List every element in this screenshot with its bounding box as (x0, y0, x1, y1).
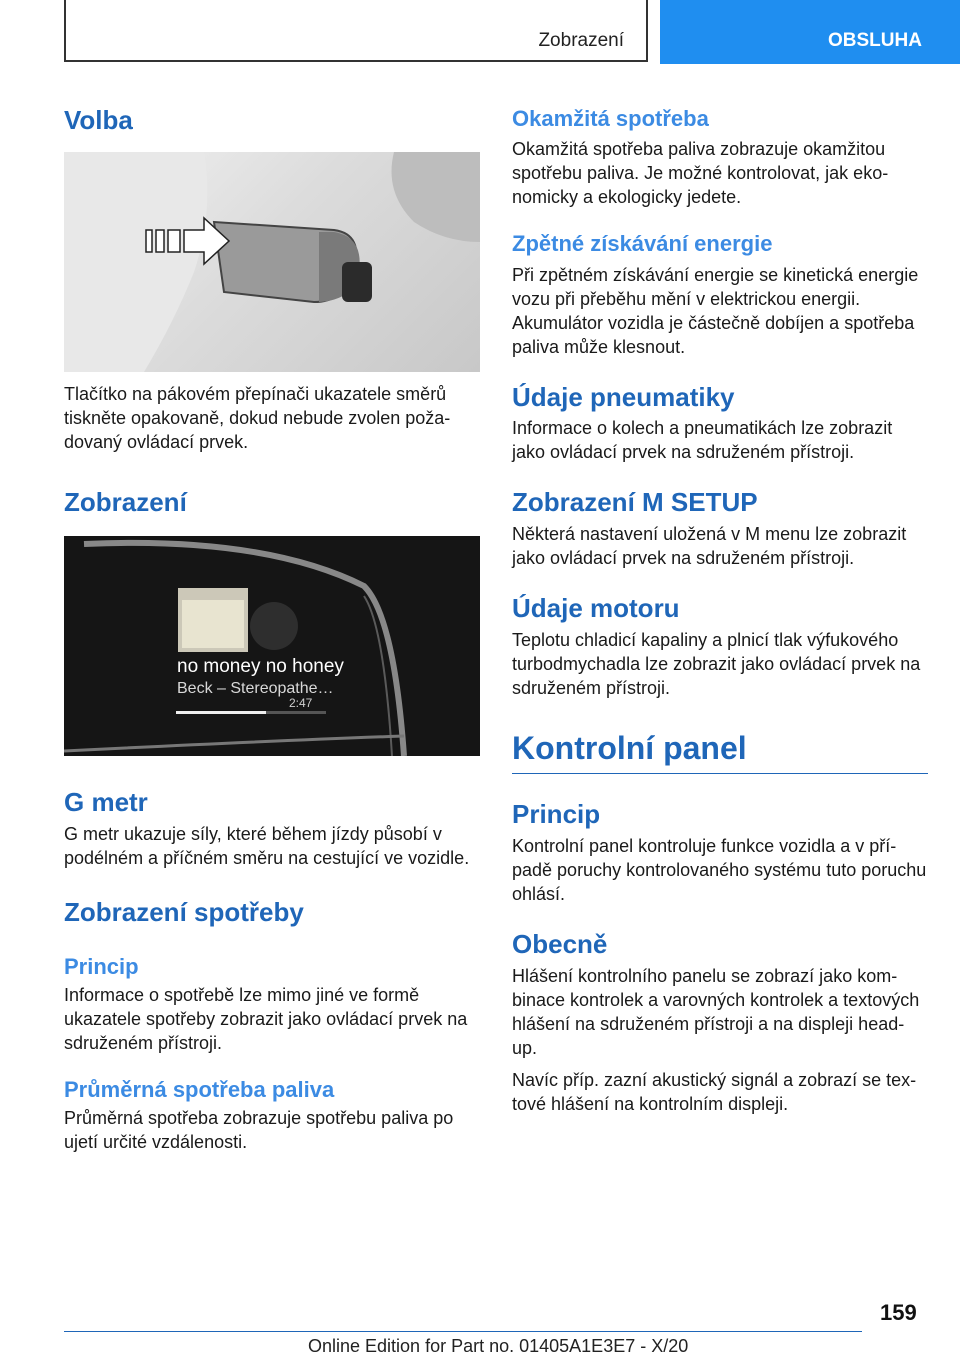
cluster-display (64, 536, 480, 756)
pneumatiky-text: Informace o kolech a pneumatikách lze zobrazit jako ovládací prvek na sdruženém přístroji. (512, 418, 893, 463)
section-title-spotreba: Zobrazení spotřeby (64, 896, 304, 927)
footer-edition: Online Edition for Part no. 01405A1E3E7 - X/20 (308, 1336, 689, 1356)
msetup-text: Některá nastavení uložená v M menu lze zobrazit jako ovládací prvek na sdruženém přístroji. (512, 524, 907, 569)
lever-image (64, 152, 480, 372)
obecne-text-2: Navíc příp. zazní akustický signál a zobrazí se textové hlášení na kontrolním displeji. (512, 1069, 917, 1114)
section-title-gmetr: G metr (64, 786, 148, 817)
princip2-text: Kontrolní panel kontroluje funkce vozidla a v případě poruchy kontrolovaného systému tuto poruchu ohlásí. (512, 835, 927, 904)
footer-rule (64, 1331, 862, 1332)
prumerna-text: Průměrná spotřeba zobrazuje spotřebu paliva po ujetí určité vzdálenosti. (64, 1108, 454, 1153)
screen-line2: Beck – Stereopathe… (177, 679, 334, 697)
header-section-title: Zobrazení (538, 30, 624, 51)
left-column (64, 96, 480, 1154)
zpetne-text: Při zpětném získávání energie se kinetická energie vozu při přeběhu mění v elektrickou energii. Akumulátor vozidla je částečně dobíjen a spotřeba paliva může klesnout. (512, 264, 919, 357)
obecne-text-1: Hlášení kontrolního panelu se zobrazí jako kombinace kontrolek a varovných kontrolek a textových hlášení na sdruženém přístroji a na displeji head-up. (512, 965, 920, 1058)
motor-text: Teplotu chladicí kapaliny a plnicí tlak výfukového turbodmychadla lze zobrazit jako ovládací prvek na sdruženém přístroji. (512, 630, 921, 699)
section-title-okamzita: Okamžitá spotřeba (512, 106, 709, 131)
gmetr-text: G metr ukazuje síly, které během jízdy působí v podélném a příčném směru na cestující ve vozidle. (64, 823, 470, 868)
screen-time: 2:47 (289, 695, 313, 710)
section-title-obecne: Obecně (512, 928, 608, 959)
section-title-msetup: Zobrazení M SETUP (512, 487, 758, 518)
section-title-prumerna: Průměrná spotřeba paliva (64, 1076, 335, 1102)
section-title-zpetne: Zpětné získávání energie (512, 231, 773, 257)
chapter-rule (512, 773, 928, 774)
lever-illustration (64, 152, 480, 372)
okamzita-text: Okamžitá spotřeba paliva zobrazuje okamžitou spotřebu paliva. Je možné kontrolovat, jak ekonomicky a ekologicky jedete. (512, 139, 889, 208)
princip-text: Informace o spotřebě lze mimo jiné ve formě ukazatele spotřeby zobrazit jako ovládací prvek na sdruženém přístroji. (64, 984, 468, 1053)
section-title-princip: Princip (64, 953, 139, 979)
header-tab-label: OBSLUHA (828, 30, 922, 51)
screen-line1: no money no honey (177, 655, 344, 677)
section-title-volba: Volba (64, 105, 133, 135)
section-title-motor: Údaje motoru (512, 593, 680, 624)
header-bar (64, 0, 648, 62)
right-column (512, 96, 928, 1116)
chapter-title-kontrolni: Kontrolní panel (512, 730, 747, 767)
volba-text: Tlačítko na pákovém přepínači ukazatele směrů tiskněte opakovaně, dokud nebude zvolen požadovaný ovládací prvek. (64, 383, 451, 452)
page-number: 159 (880, 1300, 917, 1325)
section-title-zobrazeni: Zobrazení (64, 486, 187, 517)
section-title-princip2: Princip (512, 799, 601, 830)
header-tab (660, 0, 960, 64)
display-image (64, 536, 480, 756)
section-title-pneumatiky: Údaje pneumatiky (512, 381, 735, 412)
